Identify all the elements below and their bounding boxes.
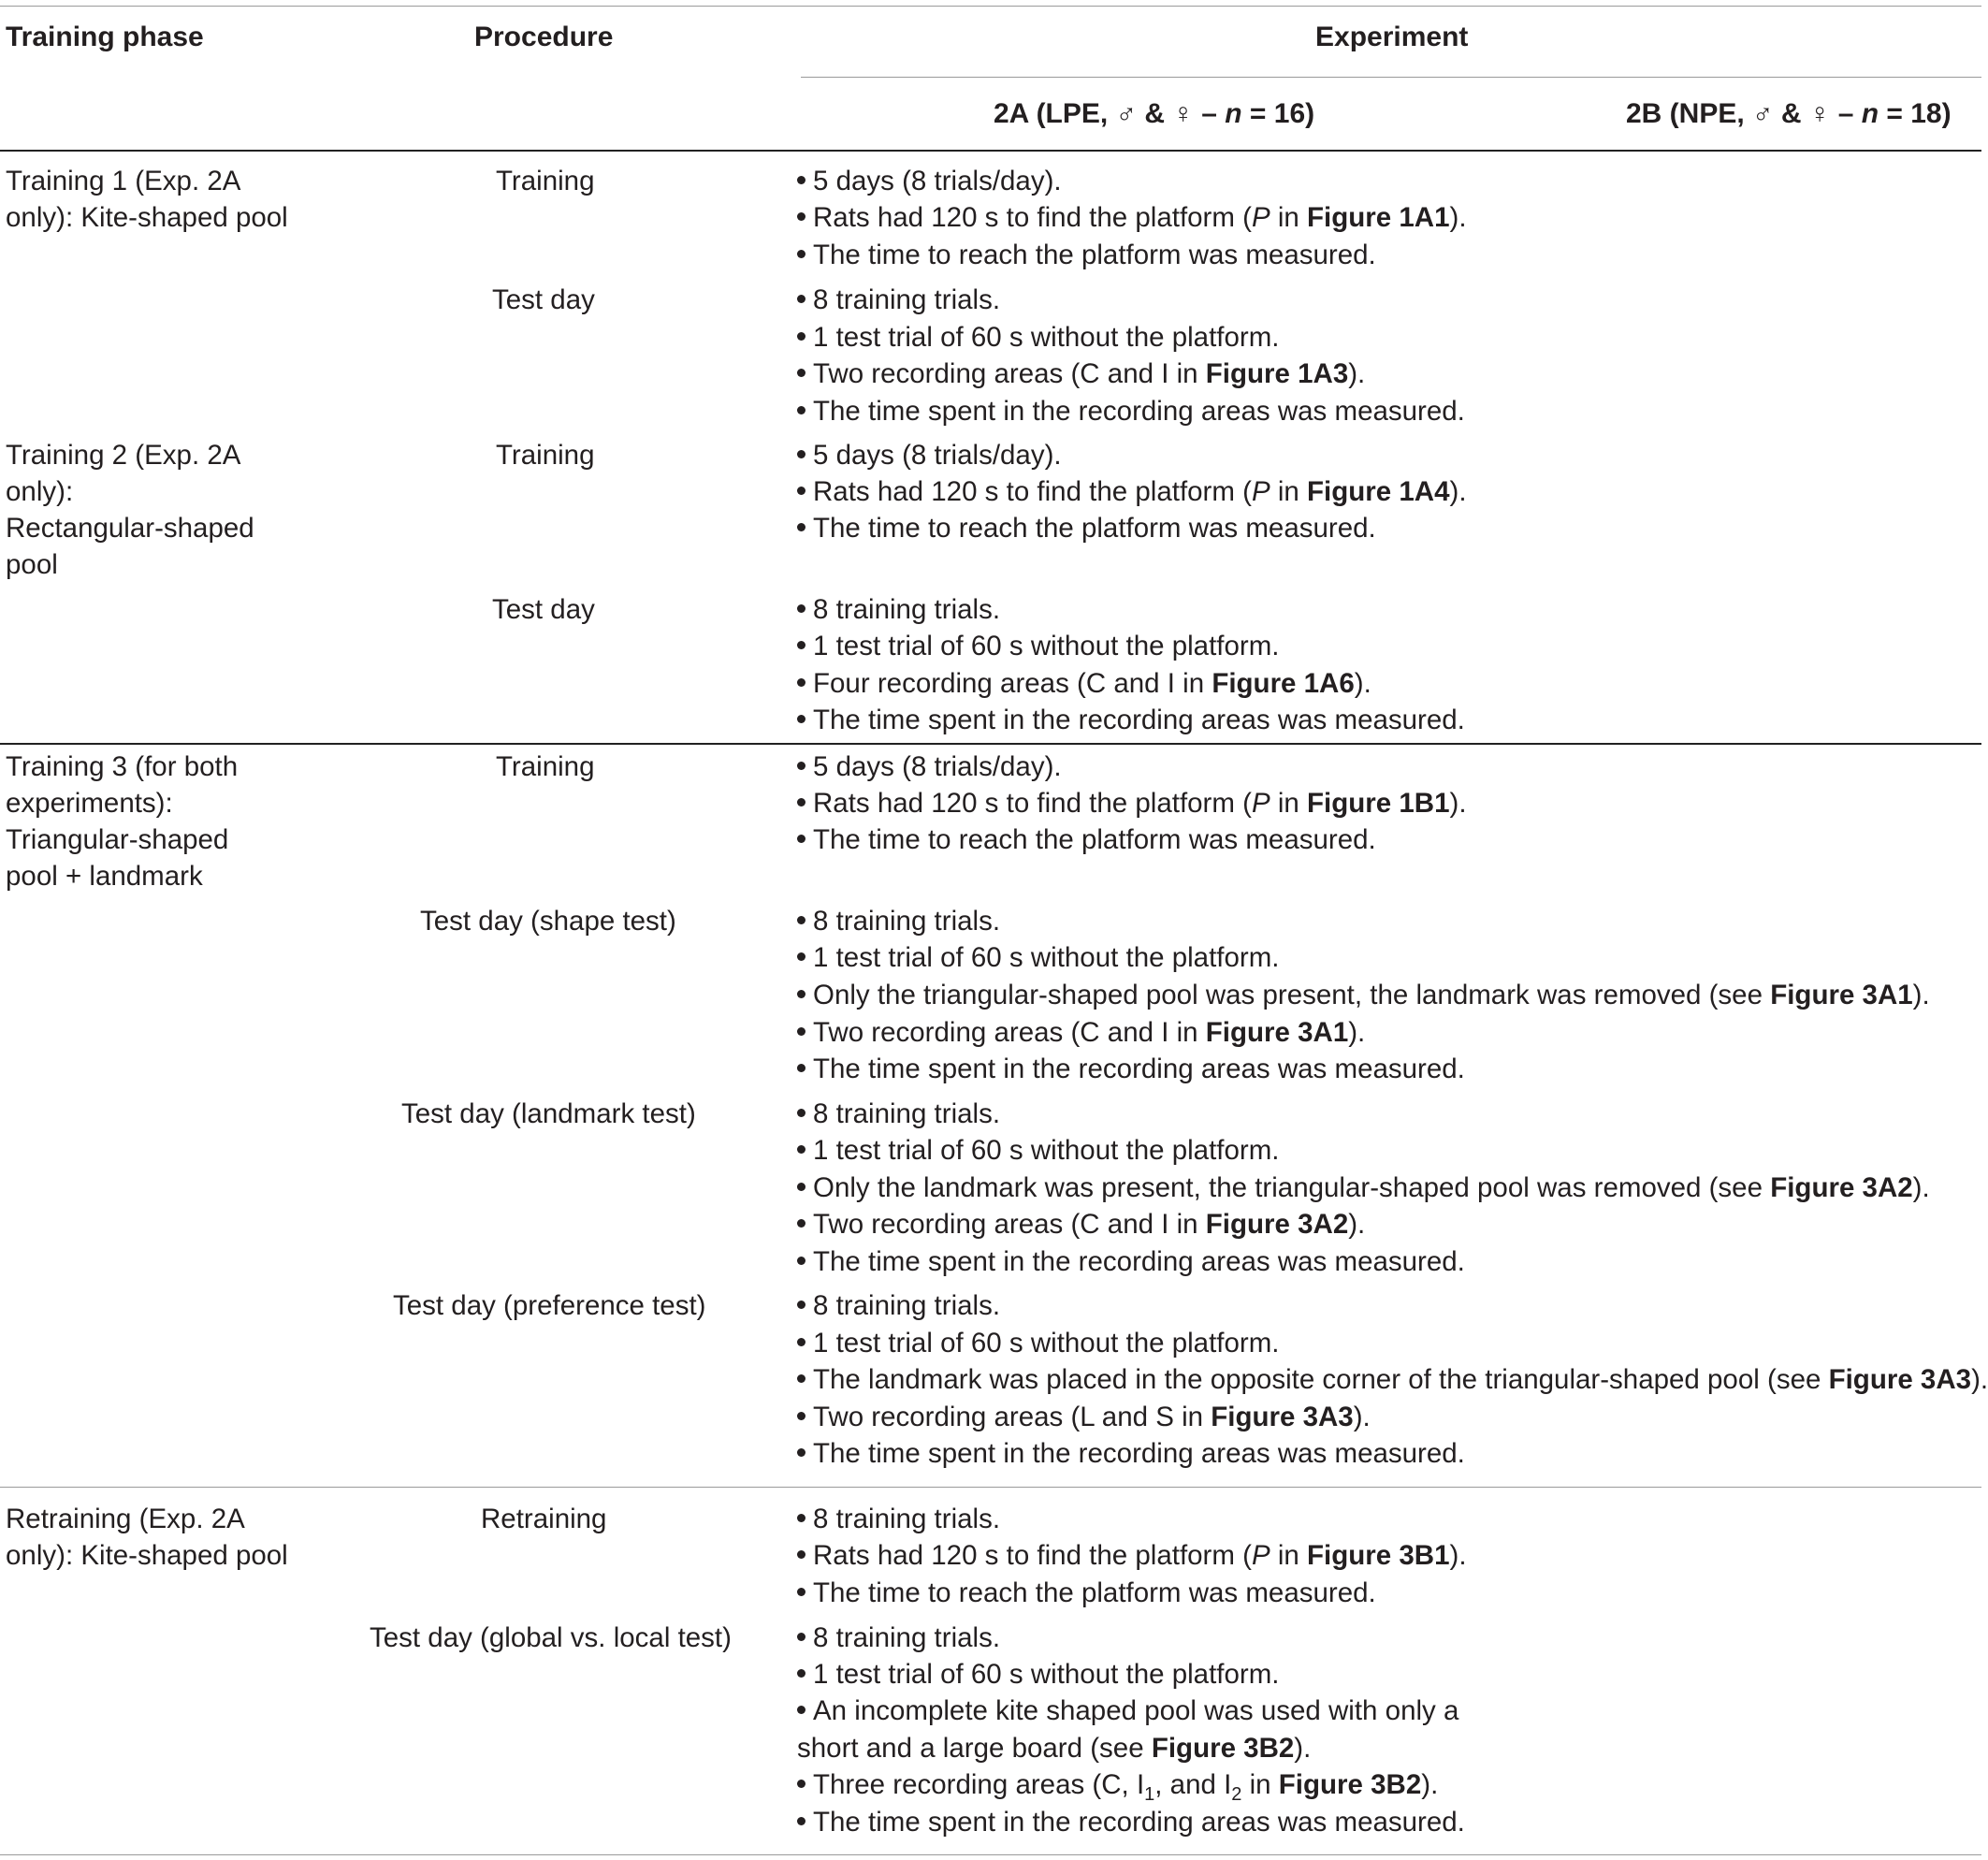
list-item: The time to reach the platform was measured. — [797, 823, 1376, 857]
procedure-label: Test day (shape test) — [420, 906, 676, 937]
top-rule — [0, 6, 1981, 7]
list-item: The time to reach the platform was measured. — [797, 512, 1376, 545]
list-item: The time spent in the recording areas was measured. — [797, 704, 1465, 737]
list-item: 8 training trials. — [797, 1503, 1000, 1536]
phase-training-3-line-3: Triangular-shaped — [6, 824, 229, 855]
list-item: 8 training trials. — [797, 283, 1000, 317]
list-item: 5 days (8 trials/day). — [797, 750, 1062, 784]
procedure-label: Test day (preference test) — [393, 1290, 706, 1321]
list-item: The time spent in the recording areas was measured. — [797, 1053, 1465, 1086]
list-item: 1 test trial of 60 s without the platform. — [797, 630, 1279, 663]
col-header-procedure: Procedure — [474, 22, 614, 52]
list-item: The time spent in the recording areas was measured. — [797, 1437, 1465, 1471]
phase-retraining-line-2: only): Kite-shaped pool — [6, 1540, 288, 1571]
phase-training-3-line-2: experiments): — [6, 788, 173, 819]
list-item: Rats had 120 s to find the platform (P in Figure 1A1). — [797, 201, 1467, 235]
list-item: Four recording areas (C and I in Figure 1A6). — [797, 667, 1371, 701]
col-header-2b: 2B (NPE, ♂ & ♀ – n = 18) — [1626, 98, 1952, 129]
procedure-label: Training — [496, 751, 595, 782]
phase-training-2-line-2: only): — [6, 476, 74, 507]
phase-training-2-line-1: Training 2 (Exp. 2A — [6, 440, 241, 471]
list-item: 1 test trial of 60 s without the platform. — [797, 1327, 1279, 1360]
procedure-label: Retraining — [481, 1504, 607, 1534]
list-item: The time spent in the recording areas was measured. — [797, 395, 1465, 429]
col-header-experiment: Experiment — [1315, 22, 1469, 52]
col-header-phase: Training phase — [6, 22, 204, 52]
col-header-2a: 2A (LPE, ♂ & ♀ – n = 16) — [994, 98, 1315, 129]
list-item: Rats had 120 s to find the platform (P in Figure 1A4). — [797, 475, 1467, 509]
list-item: 8 training trials. — [797, 1289, 1000, 1323]
list-item: 8 training trials. — [797, 905, 1000, 938]
phase-retraining-line-1: Retraining (Exp. 2A — [6, 1504, 245, 1534]
procedure-label: Training — [496, 440, 595, 471]
procedure-label: Training — [496, 166, 595, 196]
list-item: Two recording areas (C and I in Figure 3A1). — [797, 1016, 1365, 1050]
list-item: Three recording areas (C, $I_1$, and $I_2$ in Figure 3B2). — [797, 1768, 1438, 1811]
list-item: The landmark was placed in the opposite corner of the triangular-shaped pool (see Figure 3A3). — [797, 1363, 1988, 1397]
procedure-label: Test day (global vs. local test) — [370, 1622, 732, 1653]
phase-training-3-line-1: Training 3 (for both — [6, 751, 239, 782]
list-item: The time to reach the platform was measured. — [797, 239, 1376, 272]
procedure-label: Test day (landmark test) — [401, 1098, 696, 1129]
list-item: The time spent in the recording areas was measured. — [797, 1806, 1465, 1839]
phase-training-1-line-2: only): Kite-shaped pool — [6, 202, 288, 233]
phase-training-1-line-1: Training 1 (Exp. 2A — [6, 166, 241, 196]
list-item: 1 test trial of 60 s without the platform. — [797, 1658, 1279, 1692]
experiment-rule — [801, 77, 1981, 78]
list-item: Only the landmark was present, the triangular-shaped pool was removed (see Figure 3A2). — [797, 1171, 1930, 1205]
procedure-label: Test day — [492, 594, 595, 625]
list-item: Two recording areas (L and S in Figure 3A3). — [797, 1401, 1371, 1434]
list-item: 8 training trials. — [797, 1621, 1000, 1655]
list-item: Rats had 120 s to find the platform (P in Figure 1B1). — [797, 787, 1467, 821]
list-item: 5 days (8 trials/day). — [797, 439, 1062, 472]
list-item: Two recording areas (C and I in Figure 3A2). — [797, 1208, 1365, 1242]
list-item: Two recording areas (C and I in Figure 1A3). — [797, 357, 1365, 391]
list-item: Only the triangular-shaped pool was present, the landmark was removed (see Figure 3A1). — [797, 979, 1930, 1012]
phase-training-2-line-4: pool — [6, 549, 58, 580]
phase-training-2-line-3: Rectangular-shaped — [6, 513, 254, 544]
list-item: 1 test trial of 60 s without the platform. — [797, 321, 1279, 355]
list-item: An incomplete kite shaped pool was used with only a — [797, 1694, 1458, 1728]
list-item: 5 days (8 trials/day). — [797, 165, 1062, 198]
list-item: Rats had 120 s to find the platform (P in Figure 3B1). — [797, 1539, 1467, 1573]
list-item: 8 training trials. — [797, 593, 1000, 627]
bottom-rule — [0, 1854, 1981, 1855]
list-item: The time to reach the platform was measured. — [797, 1577, 1376, 1610]
list-item: The time spent in the recording areas was measured. — [797, 1245, 1465, 1279]
list-item: 1 test trial of 60 s without the platform. — [797, 941, 1279, 975]
section-rule-1 — [0, 743, 1981, 745]
phase-training-3-line-4: pool + landmark — [6, 861, 203, 892]
list-item: 8 training trials. — [797, 1097, 1000, 1131]
list-item: 1 test trial of 60 s without the platform. — [797, 1134, 1279, 1168]
section-rule-2 — [0, 1487, 1981, 1488]
header-rule — [0, 150, 1981, 152]
procedure-label: Test day — [492, 284, 595, 315]
list-item-continuation: short and a large board (see Figure 3B2). — [797, 1733, 1312, 1764]
